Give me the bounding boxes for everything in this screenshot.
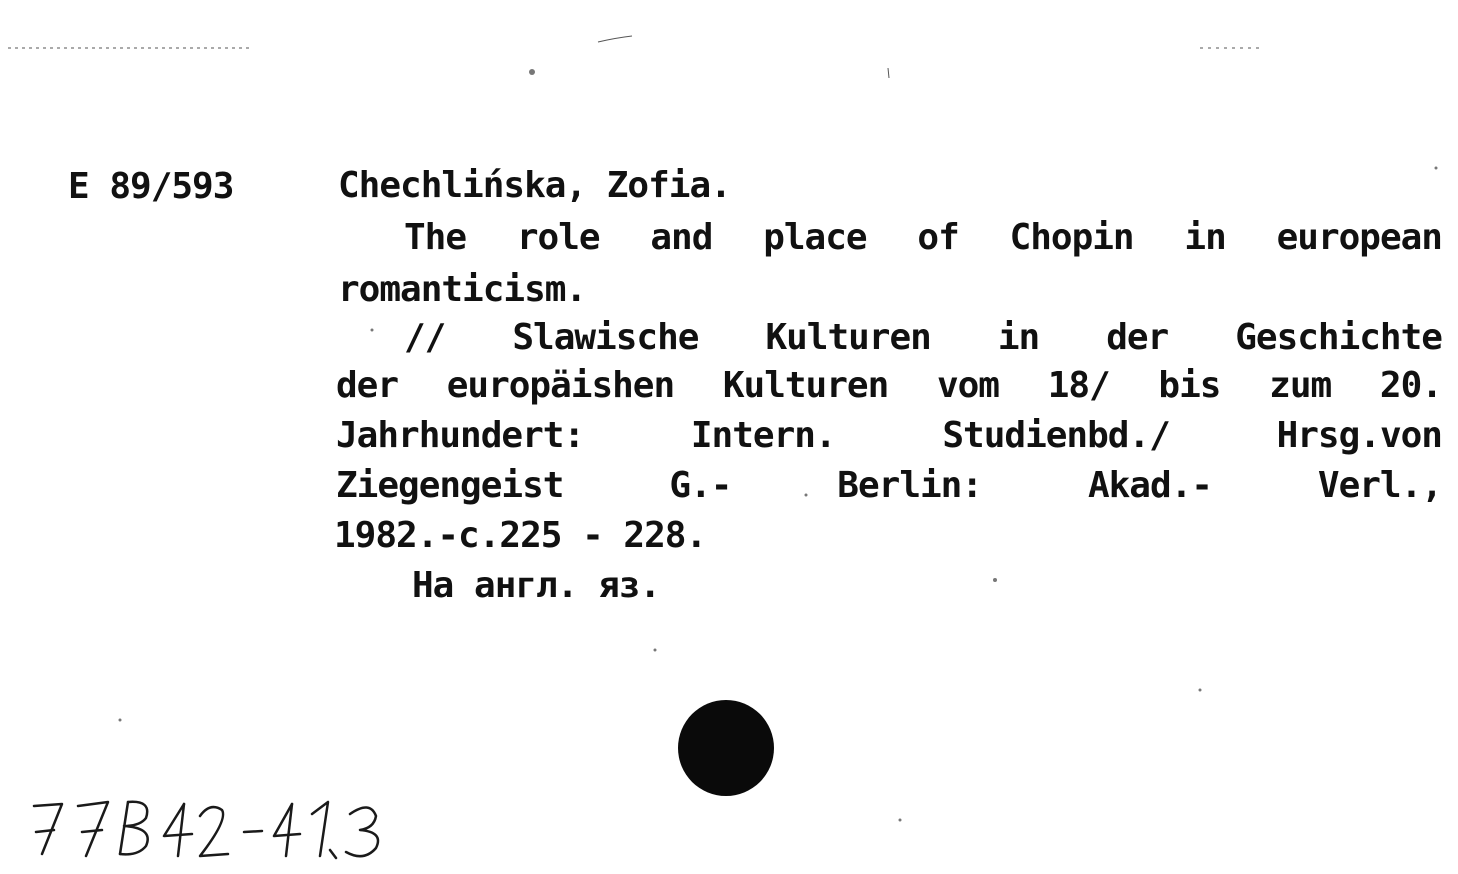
title-word: Chopin [1009,217,1134,258]
source-word: der [1106,317,1169,358]
source-line-3 [336,415,1442,456]
language-note: На англ. яз. [412,565,661,606]
source-line-2 [336,365,1442,406]
source-word: in [997,317,1040,358]
source-line-4 [336,465,1442,506]
source-word: europäishen [446,365,675,406]
call-number: E 89/593 [68,166,234,207]
source-word: Slawische [512,317,699,358]
title-word: of [917,217,959,258]
source-word: zum [1269,365,1332,406]
source-word: Kulturen [722,365,889,406]
source-word: Ziegengeist [336,465,564,506]
source-word: bis [1158,365,1221,406]
source-word: der [336,365,399,406]
title-line-2: romanticism. [338,269,587,310]
source-word: Studienbd./ [942,415,1170,456]
author-line: Chechlińska, Zofia. [338,165,731,206]
source-word: 18/ [1047,365,1110,406]
source-word: Hrsg.von [1276,415,1442,456]
title-line-1 [404,217,1442,258]
source-word: Jahrhundert: [336,415,585,456]
handwritten-inventory-number [24,784,404,874]
source-word: G.- [669,465,732,506]
title-word: in [1184,217,1226,258]
source-word: Akad.- [1087,465,1212,506]
punch-hole [678,700,774,796]
title-word: place [763,217,867,258]
title-word: role [516,217,600,258]
title-word: The [404,217,467,258]
source-word: Kulturen [765,317,931,358]
source-word: Berlin: [837,465,983,506]
source-word: Geschichte [1235,317,1442,358]
source-line-1 [404,317,1442,358]
source-word: // [404,317,446,358]
source-line-5: 1982.-c.225 - 228. [334,515,707,556]
source-word: 20. [1379,365,1442,406]
source-word: Verl., [1317,465,1442,506]
source-word: Intern. [690,415,836,456]
title-word: european [1276,217,1442,258]
source-word: vom [936,365,999,406]
title-word: and [650,217,713,258]
